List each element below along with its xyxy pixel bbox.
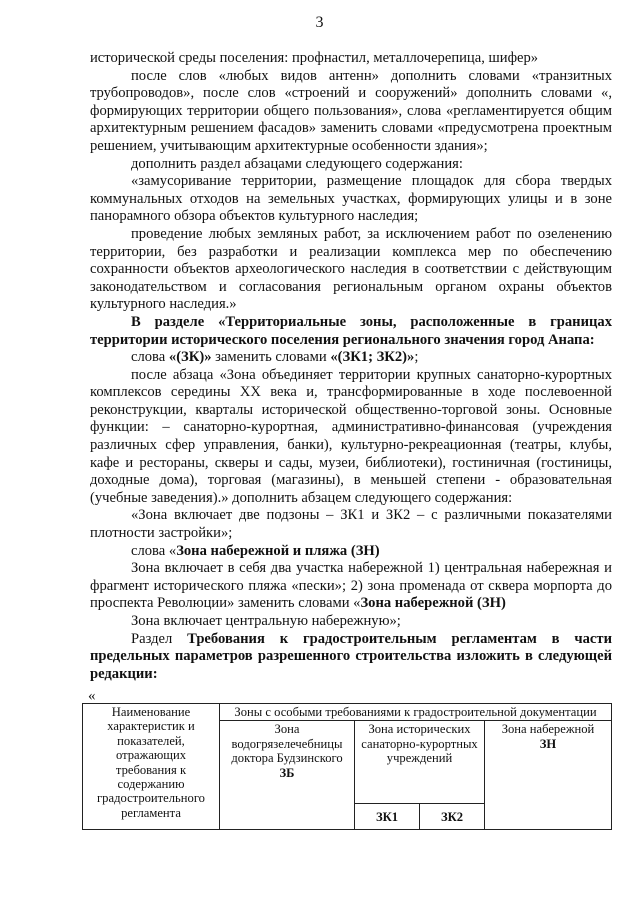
requirements-table: [82, 703, 612, 830]
paragraph: после слов «любых видов антенн» дополнить словами «транзитных трубопроводов», после слов «строений и сооружений» дополнить словами «, формирующих территории общего пользования», слова «регламентируется общим архитектурным решением фасадов» заменить словами «предусмотрена проектным решением, учитывающим архитектурные особенности здания»;: [90, 67, 612, 154]
document-body: [90, 50, 612, 683]
header-characteristics: Наименование характеристик и показателей, отражающих требования к содержанию градостроительного регламента: [83, 704, 220, 830]
zone-zk2-cell: ЗК2: [420, 804, 485, 830]
text-run: слова «: [131, 542, 177, 559]
paragraph: после абзаца «Зона объединяет территории крупных санаторно-курортных комплексов середины XX века и, трансформированные в ходе послевоенной реконструкции, кварталы исторической общественно-торговой зоны. Основные функции: – санаторно-курортная, административно-финансовая (учреждения различных сфер управления, банки), культурно-рекреационная (театры, клубы, кафе и рестораны, скверы и сады, музеи, библиотеки), гостиничная (гостиницы, доходные дома), торговая (магазины), в меньшей степени - образовательная (учебные заведения).» дополнить абзацем следующего содержания:: [90, 366, 612, 506]
zone-zb-code: ЗБ: [279, 765, 295, 780]
quote-mark: «: [88, 688, 96, 704]
paragraph: [90, 631, 612, 684]
paragraph: Зона включает центральную набережную»;: [131, 613, 401, 629]
text-run: заменить словами: [211, 349, 331, 366]
text-run: ;: [414, 349, 419, 366]
paragraph: дополнить раздел абзацами следующего содержания:: [131, 155, 463, 172]
bold-run: «(ЗК1; ЗК2)»: [330, 349, 415, 366]
header-zones-group: Зоны с особыми требованиями к градостроительной документации: [220, 704, 612, 721]
zone-zn-cell: [485, 721, 612, 830]
paragraph: исторической среды поселения: профнастил, металлочерепица, шифер»: [90, 50, 539, 66]
zone-zb-cell: [220, 721, 355, 830]
table-row: [83, 704, 612, 721]
zone-zn-code: ЗН: [539, 736, 557, 751]
bold-run: Зона набережной и пляжа (ЗН): [176, 542, 380, 559]
text-run: Зона включает в себя два участка набережной 1) центральная набережная и фрагмент исторического пляжа «пески»; 2) зона променада от сквера морпорта до проспекта Революции» заменить словами «: [90, 560, 612, 612]
text-run: слова: [131, 349, 169, 366]
paragraph: «замусоривание территории, размещение площадок для сбора твердых коммунальных отходов на земельных участках, формирующих улицы и в зоне панорамного обзора объектов культурного наследия;: [90, 173, 612, 225]
text-run: Раздел: [131, 630, 188, 647]
page-number: 3: [315, 14, 324, 31]
bold-run: «(ЗК)»: [168, 349, 212, 366]
zone-zk1-cell: ЗК1: [355, 804, 420, 830]
paragraph: [90, 543, 612, 561]
paragraph-bold: [90, 314, 612, 349]
paragraph: [90, 349, 612, 367]
paragraph: «Зона включает две подзоны – ЗК1 и ЗК2 – с различными показателями плотности застройки»;: [90, 507, 612, 542]
section-heading: В разделе «Территориальные зоны, расположенные в границах территории исторического поселения регионального значения город Анапа:: [90, 313, 612, 348]
bold-run: Зона набережной (ЗН): [360, 595, 506, 612]
bold-run: Требования к градостроительным регламентам в части предельных параметров разрешенного строительства изложить в следующей редакции:: [90, 630, 612, 682]
zone-zn-name: Зона набережной: [501, 722, 595, 737]
zone-zk-cell: Зона исторических санаторно-курортных учреждений: [355, 721, 485, 804]
paragraph: [90, 560, 612, 613]
zone-zb-name: Зона водогрязелечебницы доктора Будзинского: [231, 722, 343, 766]
paragraph: проведение любых земляных работ, за исключением работ по озеленению территории, без разработки и реализации комплекса мер по обеспечению сохранности объектов археологического наследия в соответствии с действующим законодательством и согласования региональным органом охраны объектов культурного наследия.»: [90, 225, 612, 313]
